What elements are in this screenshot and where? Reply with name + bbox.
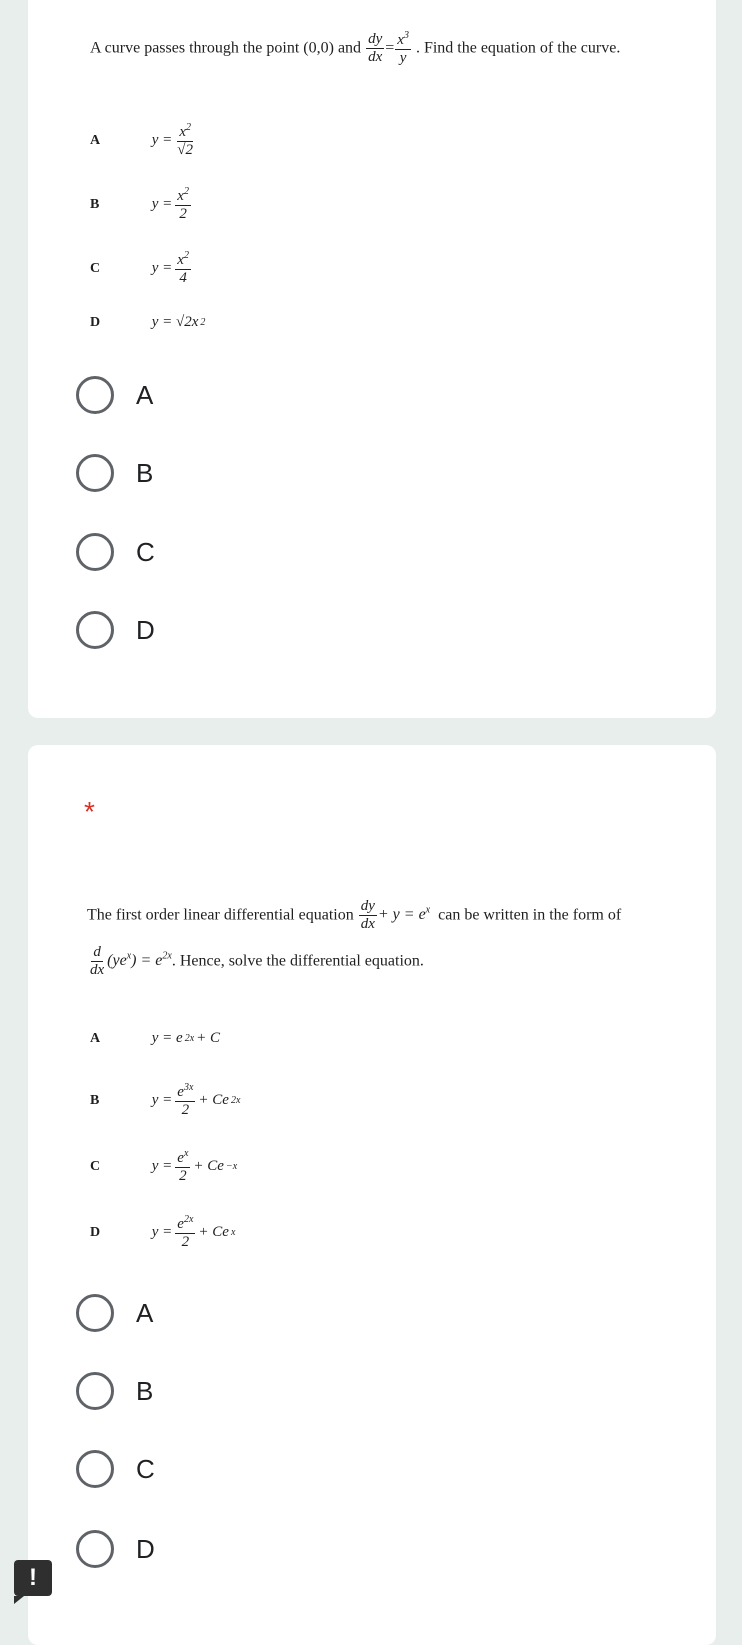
radio-circle[interactable] xyxy=(76,454,114,492)
alert-icon[interactable]: ! xyxy=(14,1560,52,1596)
question-card-2 xyxy=(28,745,716,1645)
question-2-text-line2: $\frac{d}{dx}$ $(ye^x) = e^{2x}$. Hence, solve the differential equation. xyxy=(90,944,424,979)
radio-circle[interactable] xyxy=(76,376,114,414)
radio-circle[interactable] xyxy=(76,1450,114,1488)
q1-radio-c[interactable]: C xyxy=(76,533,155,571)
q2-option-c: C y = $\frac{e^x}{2}$ + Ce −x xyxy=(90,1148,238,1185)
q1-option-c: C y = $\frac{x^2}{4}$ xyxy=(90,250,189,287)
q2-option-d: D y = $\frac{e^{2x}}{2}$ + Ce x xyxy=(90,1214,236,1251)
q1-option-a: A y = $\frac{x^2}{√2}$ xyxy=(90,122,194,159)
q1-radio-b[interactable]: B xyxy=(76,454,153,492)
q1-option-d: D y = √2x 2 xyxy=(90,314,206,330)
question-2-text-line1: The first order linear differential equation $\frac{dy}{dx}$ + $y = e^x$ can be written in the form of xyxy=(87,898,622,933)
q2-radio-b[interactable]: B xyxy=(76,1372,153,1410)
q1-radio-a[interactable]: A xyxy=(76,376,153,414)
q1-radio-d[interactable]: D xyxy=(76,611,155,649)
q2-option-a: A y = e 2x + C xyxy=(90,1030,221,1046)
radio-circle[interactable] xyxy=(76,533,114,571)
required-asterisk: * xyxy=(84,796,95,827)
radio-circle[interactable] xyxy=(76,1530,114,1568)
radio-circle[interactable] xyxy=(76,1294,114,1332)
q1-option-b: B y = $\frac{x^2}{2}$ xyxy=(90,186,189,223)
q2-radio-a[interactable]: A xyxy=(76,1294,153,1332)
question-1-text: A curve passes through the point (0,0) and $\frac{dy}{dx}$ = $\frac{x^3}{y}$ . Find the equation of the curve. xyxy=(90,30,621,67)
q2-option-b: B y = $\frac{e^{3x}}{2}$ + Ce 2x xyxy=(90,1082,241,1119)
q2-radio-c[interactable]: C xyxy=(76,1450,155,1488)
q2-radio-d[interactable]: D xyxy=(76,1530,155,1568)
radio-circle[interactable] xyxy=(76,611,114,649)
radio-circle[interactable] xyxy=(76,1372,114,1410)
